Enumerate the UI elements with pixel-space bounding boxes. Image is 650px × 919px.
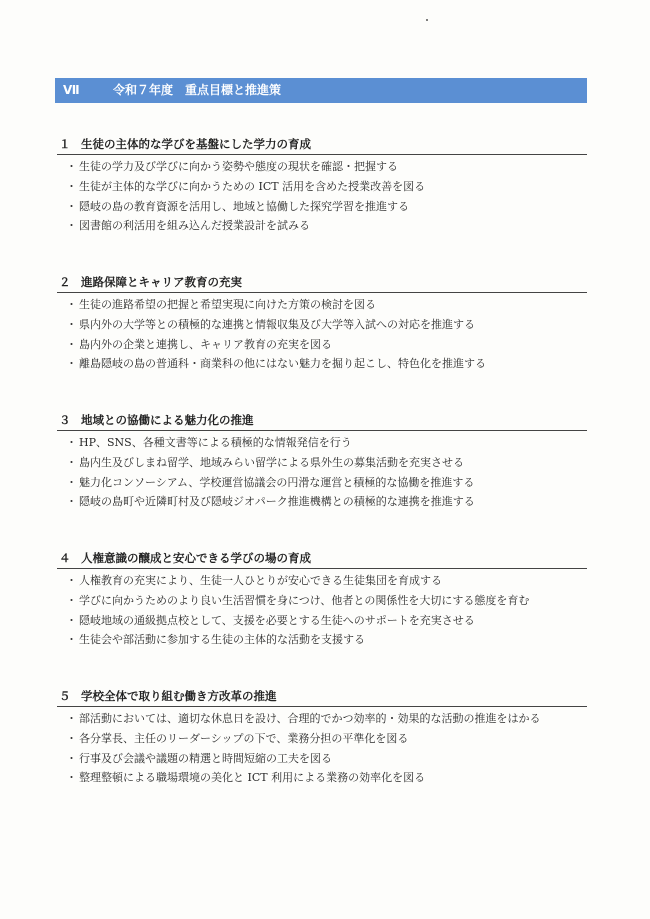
list-item-text: 行事及び会議や議題の精選と時間短縮の工夫を図る [79, 751, 332, 765]
bullet-mark: ・ [66, 298, 77, 311]
item-list [57, 709, 587, 788]
section-number: ３ [59, 413, 71, 427]
section-number: ４ [59, 551, 71, 565]
list-item [57, 768, 587, 788]
bullet-mark: ・ [66, 357, 77, 371]
bullet-mark: ・ [66, 574, 77, 587]
list-item-text: 隠岐の島の教育資源を活用し、地域と協働した探究学習を推進する [79, 199, 409, 213]
list-item [57, 709, 587, 729]
list-item-text: 図書館の利活用を組み込んだ授業設計を試みる [79, 219, 310, 233]
section-heading [57, 412, 587, 431]
list-item-text: 整理整頓による職場環境の美化と ICT 利用による業務の効率化を図る [79, 771, 426, 785]
list-item [57, 216, 587, 236]
bullet-mark: ・ [66, 337, 77, 351]
list-item-text: 生徒の学力及び学びに向かう姿勢や態度の現状を確認・把握する [79, 160, 398, 173]
list-item-text: 生徒が主体的な学びに向かうための ICT 活用を含めた授業改善を図る [79, 179, 426, 193]
section-heading [57, 550, 587, 569]
section-number: ２ [59, 275, 71, 289]
bullet-mark: ・ [66, 613, 77, 627]
list-item-text: 離島隠岐の島の普通科・商業科の他にはない魅力を掘り起こし、特色化を推進する [79, 357, 486, 371]
chapter-header [55, 78, 587, 103]
list-item [57, 571, 587, 591]
list-item [57, 729, 587, 749]
bullet-mark: ・ [66, 751, 77, 765]
bullet-mark: ・ [66, 455, 77, 469]
bullet-mark: ・ [66, 495, 77, 509]
list-item [57, 591, 587, 611]
list-item [57, 453, 587, 473]
item-list [57, 433, 587, 512]
item-list [57, 571, 587, 650]
list-item-text: 部活動においては、適切な休息日を設け、合理的でかつ効率的・効果的な活動の推進をはかる [79, 712, 541, 725]
chapter-number: Ⅶ [63, 83, 80, 97]
list-item-text: 隠岐の島町や近隣町村及び隠岐ジオパーク推進機構との積極的な連携を推進する [79, 495, 475, 509]
section-3 [57, 412, 587, 512]
bullet-mark: ・ [66, 475, 77, 489]
bullet-mark: ・ [66, 633, 77, 647]
list-item [57, 749, 587, 769]
list-item [57, 315, 587, 335]
chapter-title: 令和７年度 重点目標と推進策 [113, 83, 282, 97]
list-item-text: 人権教育の充実により、生徒一人ひとりが安心できる生徒集団を育成する [79, 574, 442, 587]
list-item [57, 295, 587, 315]
list-item-text: 学びに向かうためのより良い生活習慣を身につけ、他者との関係性を大切にする態度を育む [79, 593, 530, 607]
bullet-mark: ・ [66, 593, 77, 607]
bullet-mark: ・ [66, 219, 77, 233]
scan-speck [426, 19, 428, 21]
bullet-mark: ・ [66, 436, 77, 449]
item-list [57, 157, 587, 236]
bullet-mark: ・ [66, 712, 77, 725]
list-item [57, 354, 587, 374]
list-item-text: 各分掌長、主任のリーダーシップの下で、業務分担の平準化を図る [79, 731, 409, 745]
bullet-mark: ・ [66, 317, 77, 331]
list-item-text: 魅力化コンソーシアム、学校運営協議会の円滑な運営と積極的な協働を推進する [79, 475, 475, 489]
list-item [57, 197, 587, 217]
list-item [57, 177, 587, 197]
section-heading [57, 136, 587, 155]
bullet-mark: ・ [66, 199, 77, 213]
list-item [57, 611, 587, 631]
section-title: 生徒の主体的な学びを基盤にした学力の育成 [81, 137, 311, 151]
list-item-text: 島内外の企業と連携し、キャリア教育の充実を図る [79, 337, 332, 351]
list-item [57, 433, 587, 453]
list-item [57, 492, 587, 512]
section-1 [57, 136, 587, 236]
section-number: ５ [59, 689, 71, 703]
list-item-text: HP、SNS、各種文書等による積極的な情報発信を行う [79, 436, 352, 449]
bullet-mark: ・ [66, 771, 77, 785]
list-item-text: 隠岐地域の通級拠点校として、支援を必要とする生徒へのサポートを充実させる [79, 613, 475, 627]
list-item-text: 生徒会や部活動に参加する生徒の主体的な活動を支援する [79, 633, 365, 647]
list-item [57, 630, 587, 650]
bullet-mark: ・ [66, 179, 77, 193]
section-2 [57, 274, 587, 374]
list-item-text: 県内外の大学等との積極的な連携と情報収集及び大学等入試への対応を推進する [79, 317, 475, 331]
item-list [57, 295, 587, 374]
section-number: １ [59, 137, 71, 151]
list-item-text: 生徒の進路希望の把握と希望実現に向けた方策の検討を図る [79, 298, 376, 311]
section-title: 地域との協働による魅力化の推進 [81, 413, 254, 427]
list-item [57, 335, 587, 355]
list-item-text: 島内生及びしまね留学、地域みらい留学による県外生の募集活動を充実させる [79, 455, 464, 469]
section-heading [57, 688, 587, 707]
list-item [57, 473, 587, 493]
list-item [57, 157, 587, 177]
section-title: 進路保障とキャリア教育の充実 [81, 275, 242, 289]
section-title: 人権意識の醸成と安心できる学びの場の育成 [81, 551, 311, 565]
bullet-mark: ・ [66, 731, 77, 745]
section-heading [57, 274, 587, 293]
section-title: 学校全体で取り組む働き方改革の推進 [81, 689, 277, 703]
bullet-mark: ・ [66, 160, 77, 173]
section-5 [57, 688, 587, 788]
section-4 [57, 550, 587, 650]
